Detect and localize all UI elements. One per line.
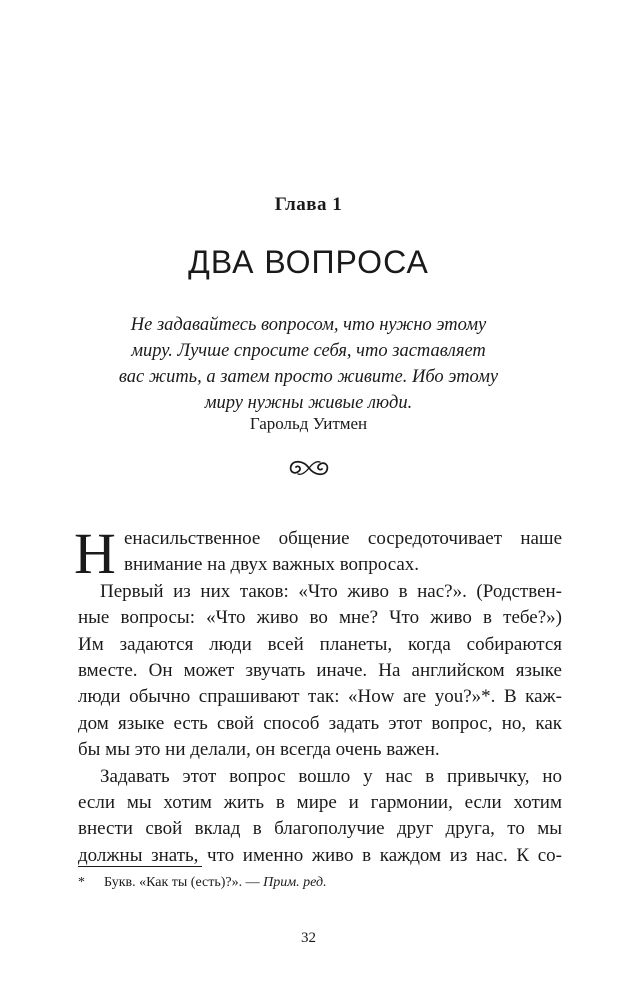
footnote-editor-note: Прим. ред. — [263, 875, 327, 890]
text-line: внести свой вклад в благополучие друг друга, то мы — [78, 818, 562, 840]
text-line: Им задаются люди всей планеты, когда собираются — [78, 633, 562, 655]
chapter-title: ДВА ВОПРОСА — [188, 244, 429, 280]
drop-cap: Н — [74, 521, 116, 586]
footnote-divider — [78, 866, 202, 867]
epigraph-line: миру нужны живые люди. — [204, 393, 413, 413]
chapter-label: Глава 1 — [274, 194, 343, 215]
text-line: вместе. Он может звучать иначе. На английском языке — [78, 659, 562, 681]
epigraph-line: миру. Лучше спросите себя, что заставляет — [131, 341, 486, 361]
text-line: внимание на двух важных вопросах. — [124, 554, 420, 576]
text-line: дом языке есть свой способ задать этот вопрос, но, как — [78, 712, 562, 734]
body-text — [78, 526, 562, 869]
text-line: енасильственное общение сосредоточивает наше — [124, 528, 562, 549]
page-number: 32 — [301, 930, 316, 946]
text-line: бы мы это ни делали, он всегда очень важен. — [78, 739, 440, 761]
text-line: если мы хотим жить в мире и гармонии, если хотим — [78, 791, 562, 813]
footnote-text: Букв. «Как ты (есть)?». — — [104, 875, 264, 890]
text-line: Задавать этот вопрос вошло у нас в привычку, но — [100, 765, 562, 787]
epigraph-author: Гарольд Уитмен — [249, 414, 368, 433]
footnote — [78, 874, 562, 892]
text-line: должны знать, что именно живо в каждом из нас. К со- — [78, 844, 562, 866]
epigraph-line: Не задавайтесь вопросом, что нужно этому — [130, 315, 487, 335]
epigraph — [90, 312, 527, 416]
text-line: ные вопросы: «Что живо во мне? Что живо в тебе?») — [78, 607, 562, 629]
fleuron-ornament-icon — [285, 458, 333, 478]
epigraph-line: вас жить, а затем просто живите. Ибо этому — [118, 367, 499, 387]
text-line: Первый из них таков: «Что живо в нас?». (Родствен- — [100, 580, 562, 602]
text-line: люди обычно спрашивают так: «How are you?»*. В каж- — [78, 686, 562, 708]
footnote-mark: * — [78, 875, 85, 890]
